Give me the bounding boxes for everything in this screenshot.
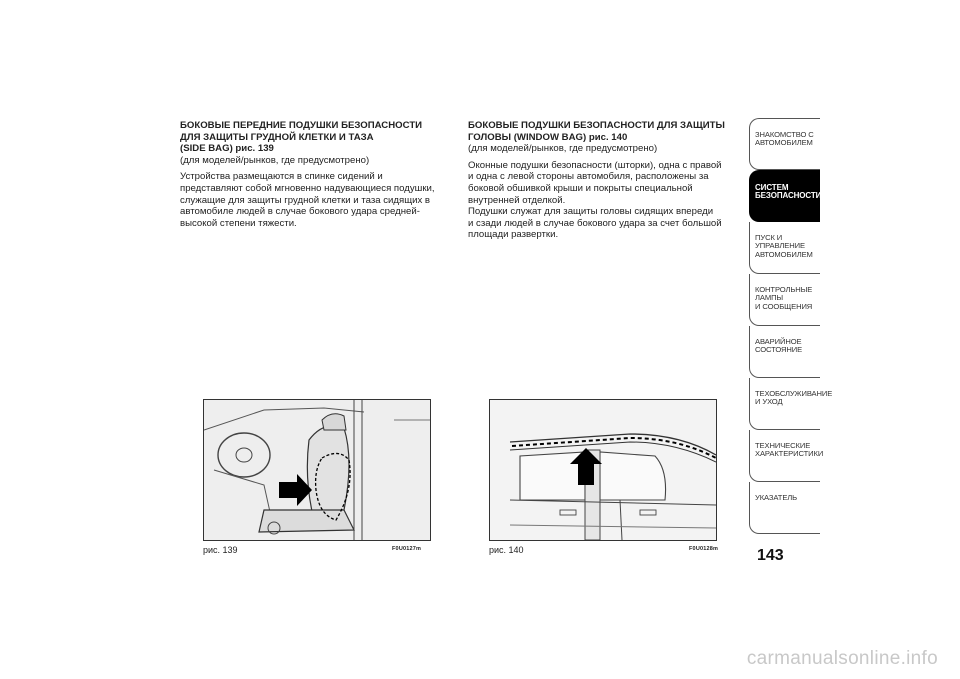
- figure-139-code: F0U0127m: [392, 546, 422, 552]
- tab-technical-specs[interactable]: ТЕХНИЧЕСКИЕ ХАРАКТЕРИСТИКИ: [749, 430, 820, 482]
- tab-warning-lights[interactable]: КОНТРОЛЬНЫЕ ЛАМПЫ И СООБЩЕНИЯ: [749, 274, 820, 326]
- left-body-line: высокой степени тяжести.: [180, 217, 297, 229]
- right-heading-line: БОКОВЫЕ ПОДУШКИ БЕЗОПАСНОСТИ ДЛЯ ЗАЩИТЫ: [468, 120, 725, 131]
- left-heading-line: БОКОВЫЕ ПЕРЕДНИЕ ПОДУШКИ БЕЗОПАСНОСТИ: [180, 120, 423, 131]
- figure-139: [203, 399, 431, 541]
- right-subheading: (для моделей/рынков, где предусмотрено): [468, 143, 658, 155]
- window-curtain-airbag-illustration-icon: [490, 400, 716, 540]
- tab-maintenance[interactable]: ТЕХОБСЛУЖИВАНИЕ И УХОД: [749, 378, 820, 430]
- left-body: [180, 171, 450, 229]
- section-tabs: [749, 118, 833, 534]
- tab-emergency[interactable]: АВАРИЙНОЕ СОСТОЯНИЕ: [749, 326, 820, 378]
- right-heading: [468, 120, 738, 143]
- page-number: 143: [757, 547, 784, 564]
- right-body-line: боковой обшивкой крыши и покрыты специальной: [468, 182, 693, 194]
- right-body-line: Оконные подушки безопасности (шторки), одна с правой: [468, 159, 722, 171]
- tab-safety-systems[interactable]: СИСТЕМ БЕЗОПАСНОСТИ: [749, 170, 820, 222]
- right-body-line: площади развертки.: [468, 229, 559, 241]
- figure-140-code: F0U0128m: [689, 546, 719, 552]
- tab-starting-driving[interactable]: ПУСК И УПРАВЛЕНИЕ АВТОМОБИЛЕМ: [749, 222, 820, 274]
- right-body-line: и одна с левой стороны автомобиля, расположены за: [468, 171, 709, 183]
- right-body: [468, 160, 738, 241]
- tab-index[interactable]: УКАЗАТЕЛЬ: [749, 482, 820, 534]
- right-heading-line: ГОЛОВЫ (WINDOW BAG) рис. 140: [468, 131, 628, 143]
- left-subheading: (для моделей/рынков, где предусмотрено): [180, 154, 370, 166]
- figure-140: [489, 399, 717, 541]
- right-body-line: внутренней отделкой.: [468, 194, 566, 206]
- left-body-line: Устройства размещаются в спинке сидений и: [180, 171, 383, 183]
- seat-side-airbag-illustration-icon: [204, 400, 430, 540]
- tab-getting-to-know[interactable]: ЗНАКОМСТВО С АВТОМОБИЛЕМ: [749, 118, 820, 170]
- left-heading-line: (SIDE BAG) рис. 139: [180, 143, 274, 155]
- left-heading: [180, 120, 450, 155]
- figure-140-label: рис. 140: [489, 545, 524, 555]
- figure-139-label: рис. 139: [203, 545, 238, 555]
- right-body-line: и сзади людей в случае бокового удара за счет большой: [468, 217, 722, 229]
- right-section: [468, 120, 738, 241]
- left-body-line: служащие для защиты грудной клетки и таза сидящих в: [180, 194, 430, 206]
- watermark: carmanualsonline.info: [746, 648, 938, 669]
- left-section: [180, 120, 450, 229]
- left-body-line: представляют собой мгновенно надувающиеся подушки,: [180, 182, 435, 194]
- right-body-line: Подушки служат для защиты головы сидящих впереди: [468, 206, 714, 218]
- left-body-line: автомобиле людей в случае бокового удара средней-: [180, 206, 420, 218]
- left-heading-line: ДЛЯ ЗАЩИТЫ ГРУДНОЙ КЛЕТКИ И ТАЗА: [180, 131, 374, 143]
